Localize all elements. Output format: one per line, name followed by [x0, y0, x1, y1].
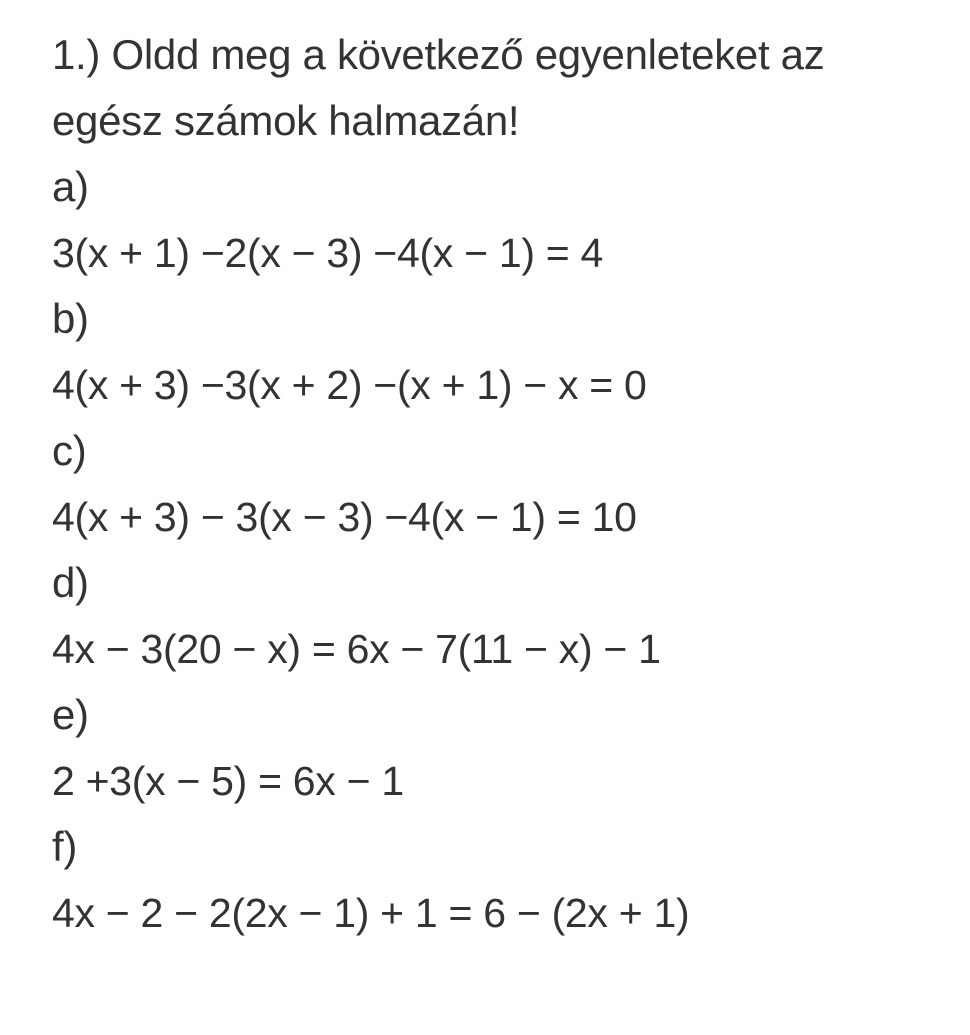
problem-f-label: f): [52, 823, 78, 870]
problem-e-label: e): [52, 691, 89, 738]
exercise-document: [52, 22, 952, 946]
problem-f-equation: 4x − 2 − 2(2x − 1) + 1 = 6 − (2x + 1): [52, 890, 690, 936]
problem-d-equation: 4x − 3(20 − x) = 6x − 7(11 − x) − 1: [52, 626, 661, 672]
problem-b-equation: 4(x + 3) −3(x + 2) −(x + 1) − x = 0: [52, 362, 647, 408]
problem-a-equation: 3(x + 1) −2(x − 3) −4(x − 1) = 4: [52, 230, 604, 276]
problem-d-label: d): [52, 559, 89, 606]
problem-b-label: b): [52, 295, 89, 342]
problem-a-label: a): [52, 163, 89, 210]
problem-c-label: c): [52, 427, 87, 474]
problem-e-equation: 2 +3(x − 5) = 6x − 1: [52, 758, 404, 804]
problem-c-equation: 4(x + 3) − 3(x − 3) −4(x − 1) = 10: [52, 494, 637, 540]
task-title-line-1: 1.) Oldd meg a következő egyenleteket az: [52, 31, 825, 78]
task-title-line-2: egész számok halmazán!: [52, 97, 520, 144]
